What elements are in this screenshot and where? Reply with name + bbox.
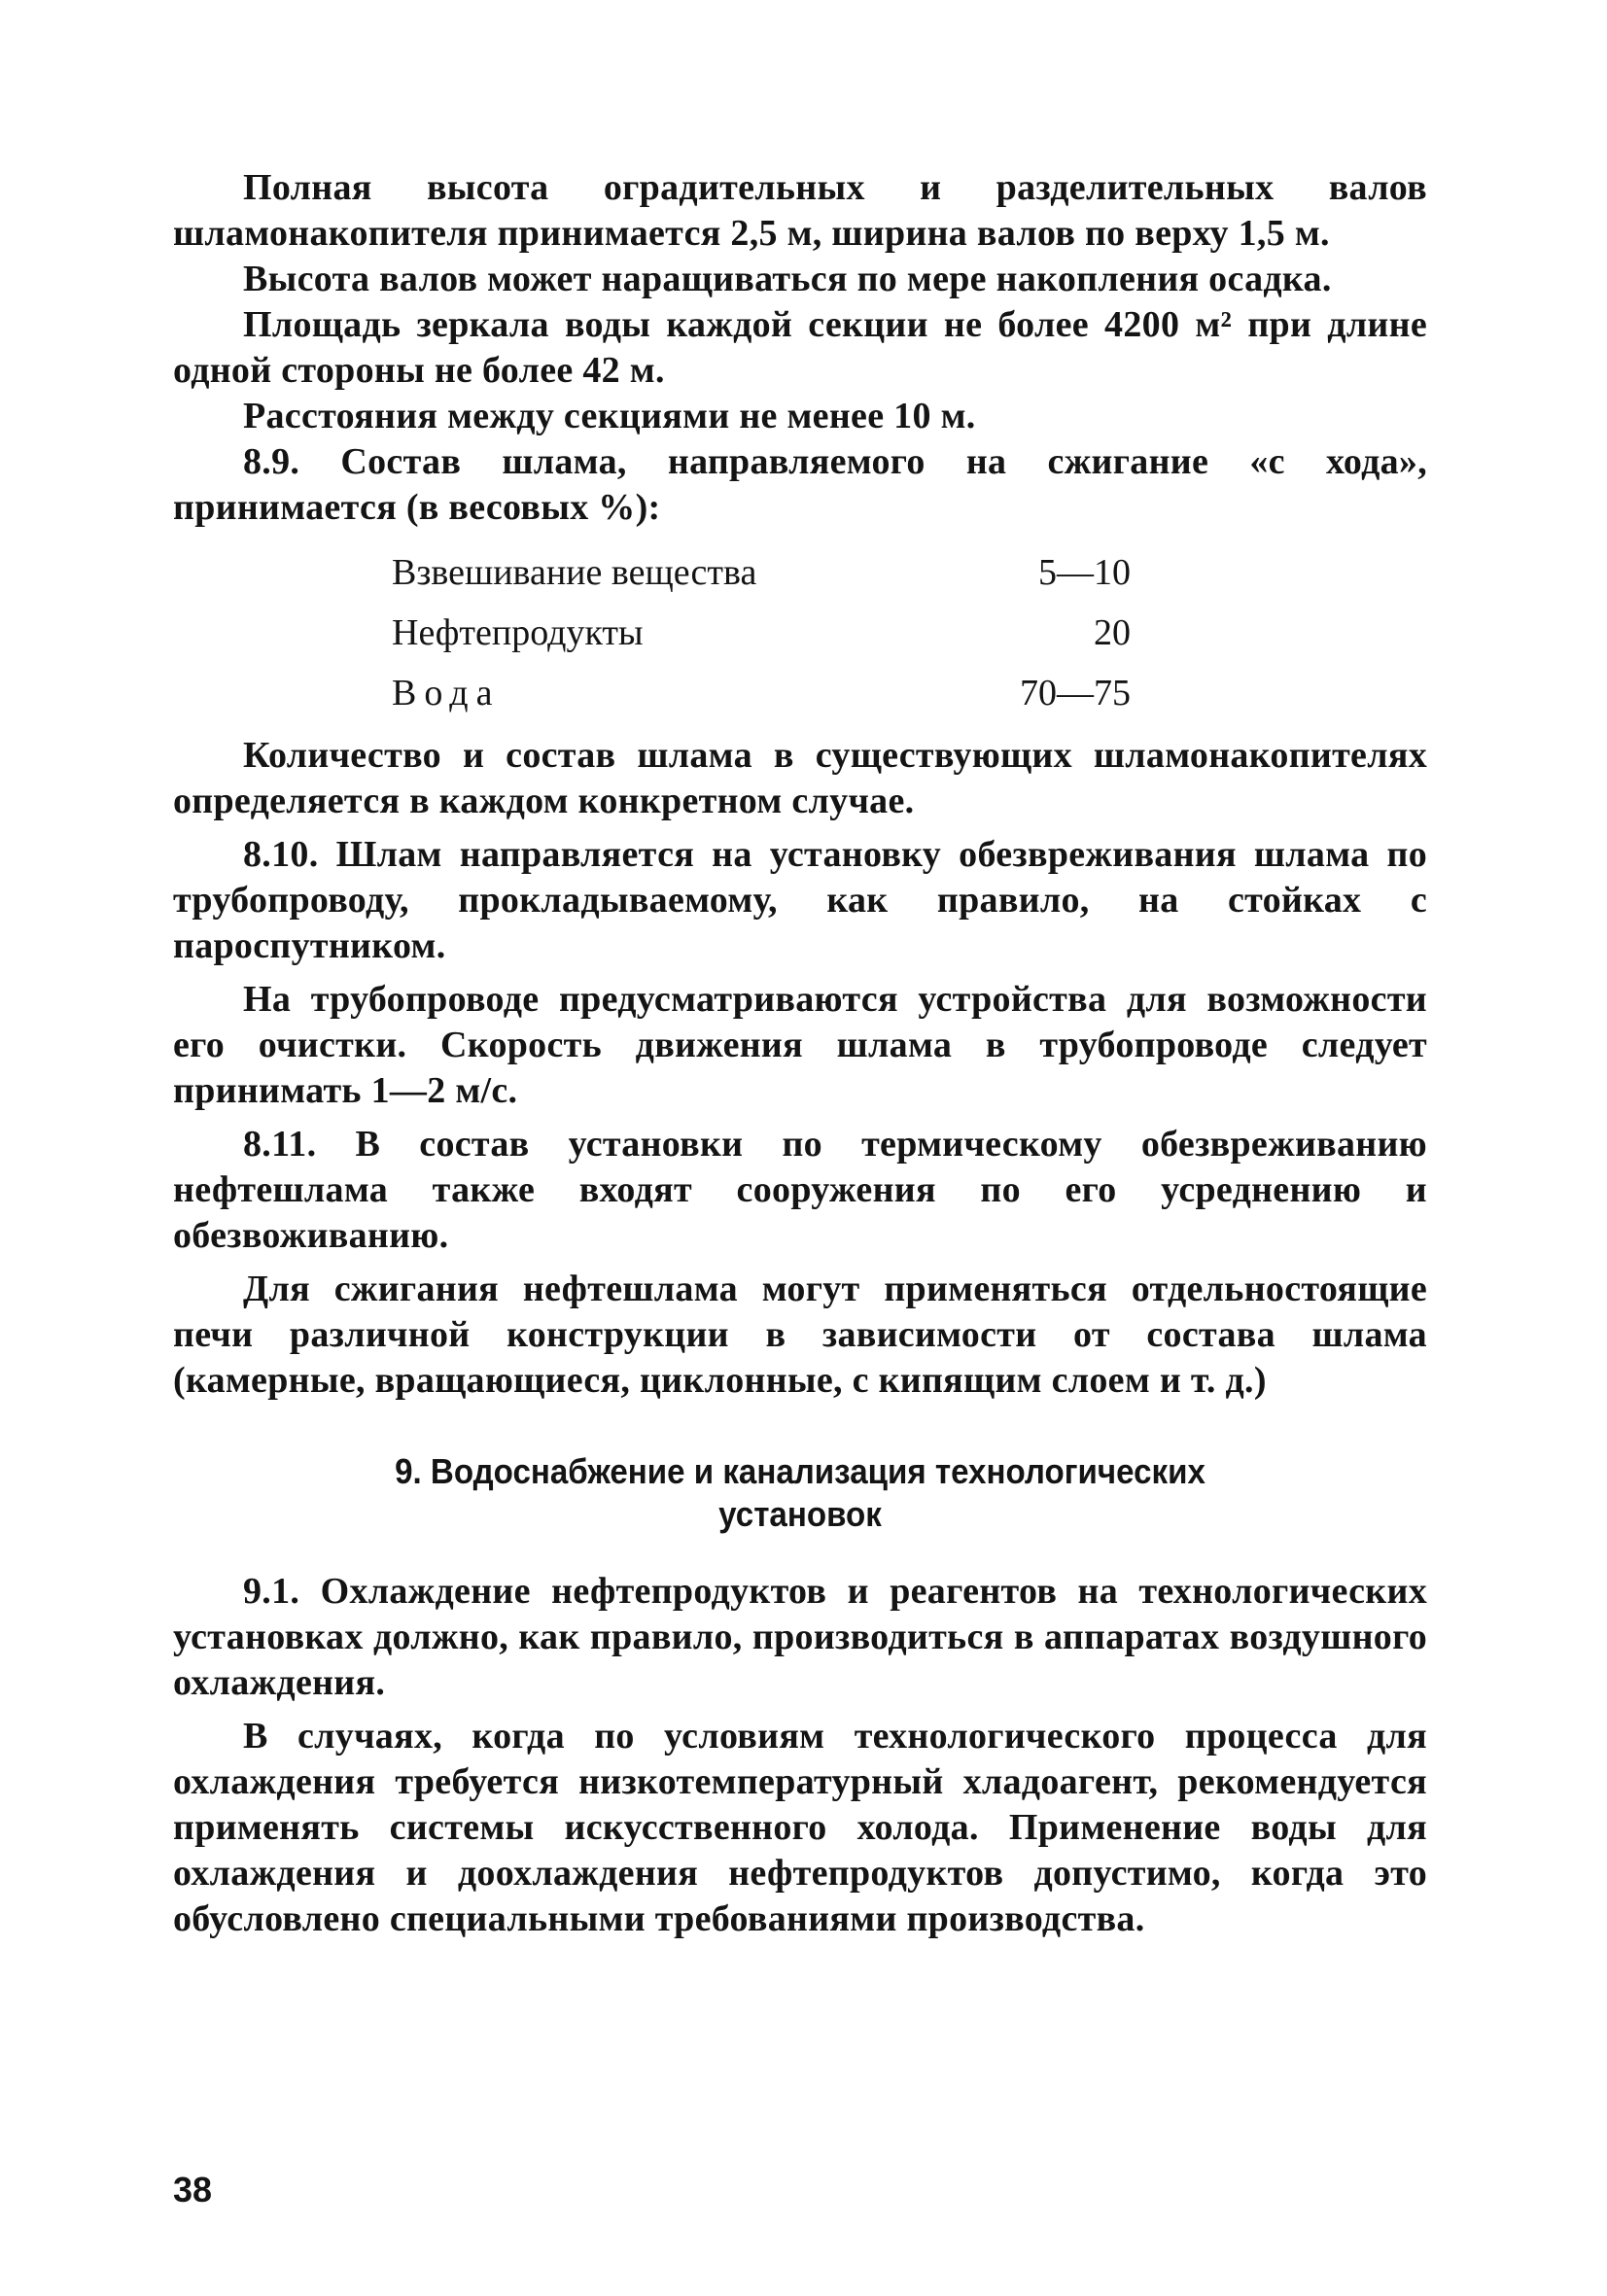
section-heading (224, 1450, 1378, 1536)
page-body (173, 165, 1427, 1942)
section-title-line1: 9. Водоснабжение и канализация технологических (395, 1451, 1205, 1491)
paragraph-8-10: 8.10. Шлам направляется на установку обезвреживания шлама по трубопроводу, прокладываемому, как правило, на стойках с пароспутником. (173, 834, 1427, 966)
table-row (392, 663, 1208, 723)
component-value: 5—10 (1038, 552, 1131, 593)
paragraph: Количество и состав шлама в существующих шламонакопителях определяется в каждом конкретном случае. (173, 735, 1427, 821)
paragraph: В случаях, когда по условиям технологического процесса для охлаждения требуется низкотемпературный хладоагент, рекомендуется применять системы искусственного холода. Применение воды для охлаждения и доохлаждения нефтепродуктов допустимо, когда это обусловлено специальными требованиями производства. (173, 1716, 1427, 1939)
paragraph: Расстояния между секциями не менее 10 м. (243, 396, 976, 436)
page-number: 38 (173, 2170, 213, 2209)
table-row (392, 603, 1208, 663)
paragraph: Площадь зеркала воды каждой секции не более 4200 м² при длине одной стороны не более 42 м. (173, 304, 1427, 391)
component-name: Взвешивание вещества (392, 552, 757, 593)
component-name: Вода (392, 673, 501, 713)
component-value: 20 (1094, 612, 1131, 653)
composition-table (392, 542, 1208, 723)
component-value: 70—75 (1020, 673, 1131, 713)
paragraph-8-11: 8.11. В состав установки по термическому обезвреживанию нефтешлама также входят сооружения по его усреднению и обезвоживанию. (173, 1124, 1427, 1256)
paragraph: На трубопроводе предусматриваются устройства для возможности его очистки. Скорость движения шлама в трубопроводе следует принимать 1—2 м/с. (173, 979, 1427, 1111)
paragraph: Для сжигания нефтешлама могут применяться отдельностоящие печи различной конструкции в зависимости от состава шлама (камерные, вращающиеся, циклонные, с кипящим слоем и т. д.) (173, 1269, 1427, 1401)
table-row (392, 542, 1208, 603)
paragraph-9-1: 9.1. Охлаждение нефтепродуктов и реагентов на технологических установках должно, как правило, производиться в аппаратах воздушного охлаждения. (173, 1571, 1427, 1703)
paragraph: Высота валов может наращиваться по мере накопления осадка. (243, 259, 1332, 299)
component-name: Нефтепродукты (392, 612, 644, 653)
section-title-line2: установок (718, 1494, 882, 1534)
paragraph: Полная высота оградительных и разделительных валов шламонакопителя принимается 2,5 м, ширина валов по верху 1,5 м. (173, 167, 1427, 254)
paragraph-8-9: 8.9. Состав шлама, направляемого на сжигание «с хода», принимается (в весовых %): (173, 441, 1427, 528)
